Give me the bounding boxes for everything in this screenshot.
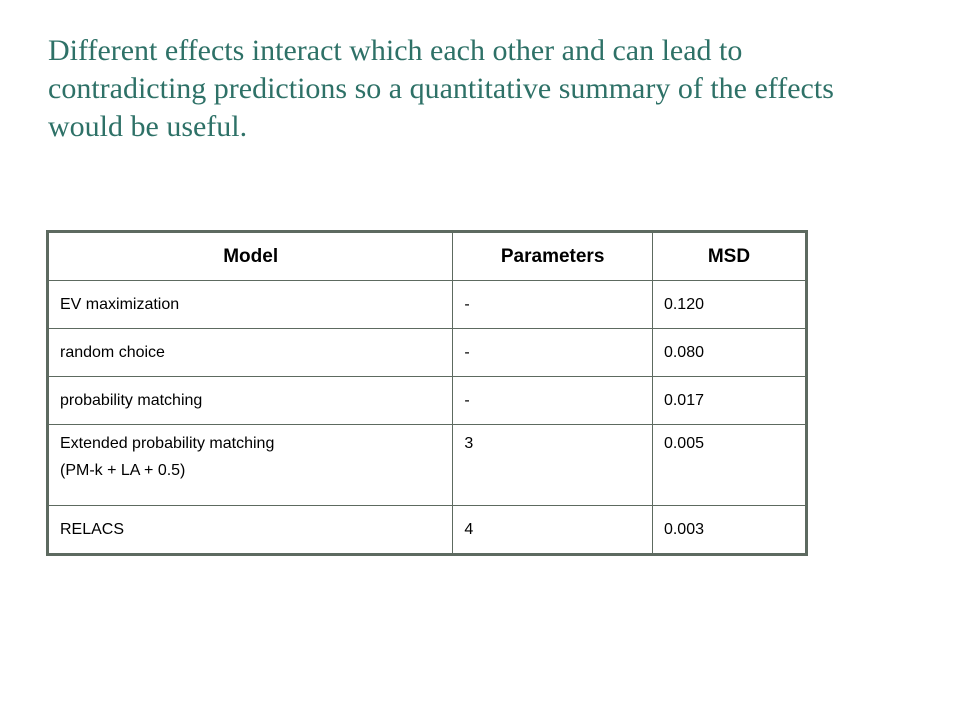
cell-model xyxy=(48,425,453,506)
cell-model: random choice xyxy=(48,329,453,377)
cell-parameters: - xyxy=(453,377,653,425)
cell-msd: 0.120 xyxy=(652,281,806,329)
cell-parameters: - xyxy=(453,281,653,329)
cell-model-line1: Extended probability matching xyxy=(60,435,275,452)
cell-model: EV maximization xyxy=(48,281,453,329)
cell-model-line2: (PM-k + LA + 0.5) xyxy=(60,462,186,479)
table-row xyxy=(48,506,807,555)
cell-parameters: 3 xyxy=(453,425,653,506)
cell-parameters: 4 xyxy=(453,506,653,555)
table-header-row xyxy=(48,232,807,281)
header-parameters: Parameters xyxy=(453,232,653,281)
cell-model: probability matching xyxy=(48,377,453,425)
table-row xyxy=(48,329,807,377)
cell-model: RELACS xyxy=(48,506,453,555)
cell-msd: 0.003 xyxy=(652,506,806,555)
model-comparison-table xyxy=(46,230,808,556)
cell-msd: 0.005 xyxy=(652,425,806,506)
cell-parameters: - xyxy=(453,329,653,377)
slide-heading: Different effects interact which each other and can lead to contradicting predictions so a quantitative summary of the effects would be useful. xyxy=(48,34,834,143)
header-model: Model xyxy=(48,232,453,281)
table-row xyxy=(48,281,807,329)
header-msd: MSD xyxy=(652,232,806,281)
table-row xyxy=(48,425,807,506)
cell-msd: 0.080 xyxy=(652,329,806,377)
cell-msd: 0.017 xyxy=(652,377,806,425)
table-row xyxy=(48,377,807,425)
